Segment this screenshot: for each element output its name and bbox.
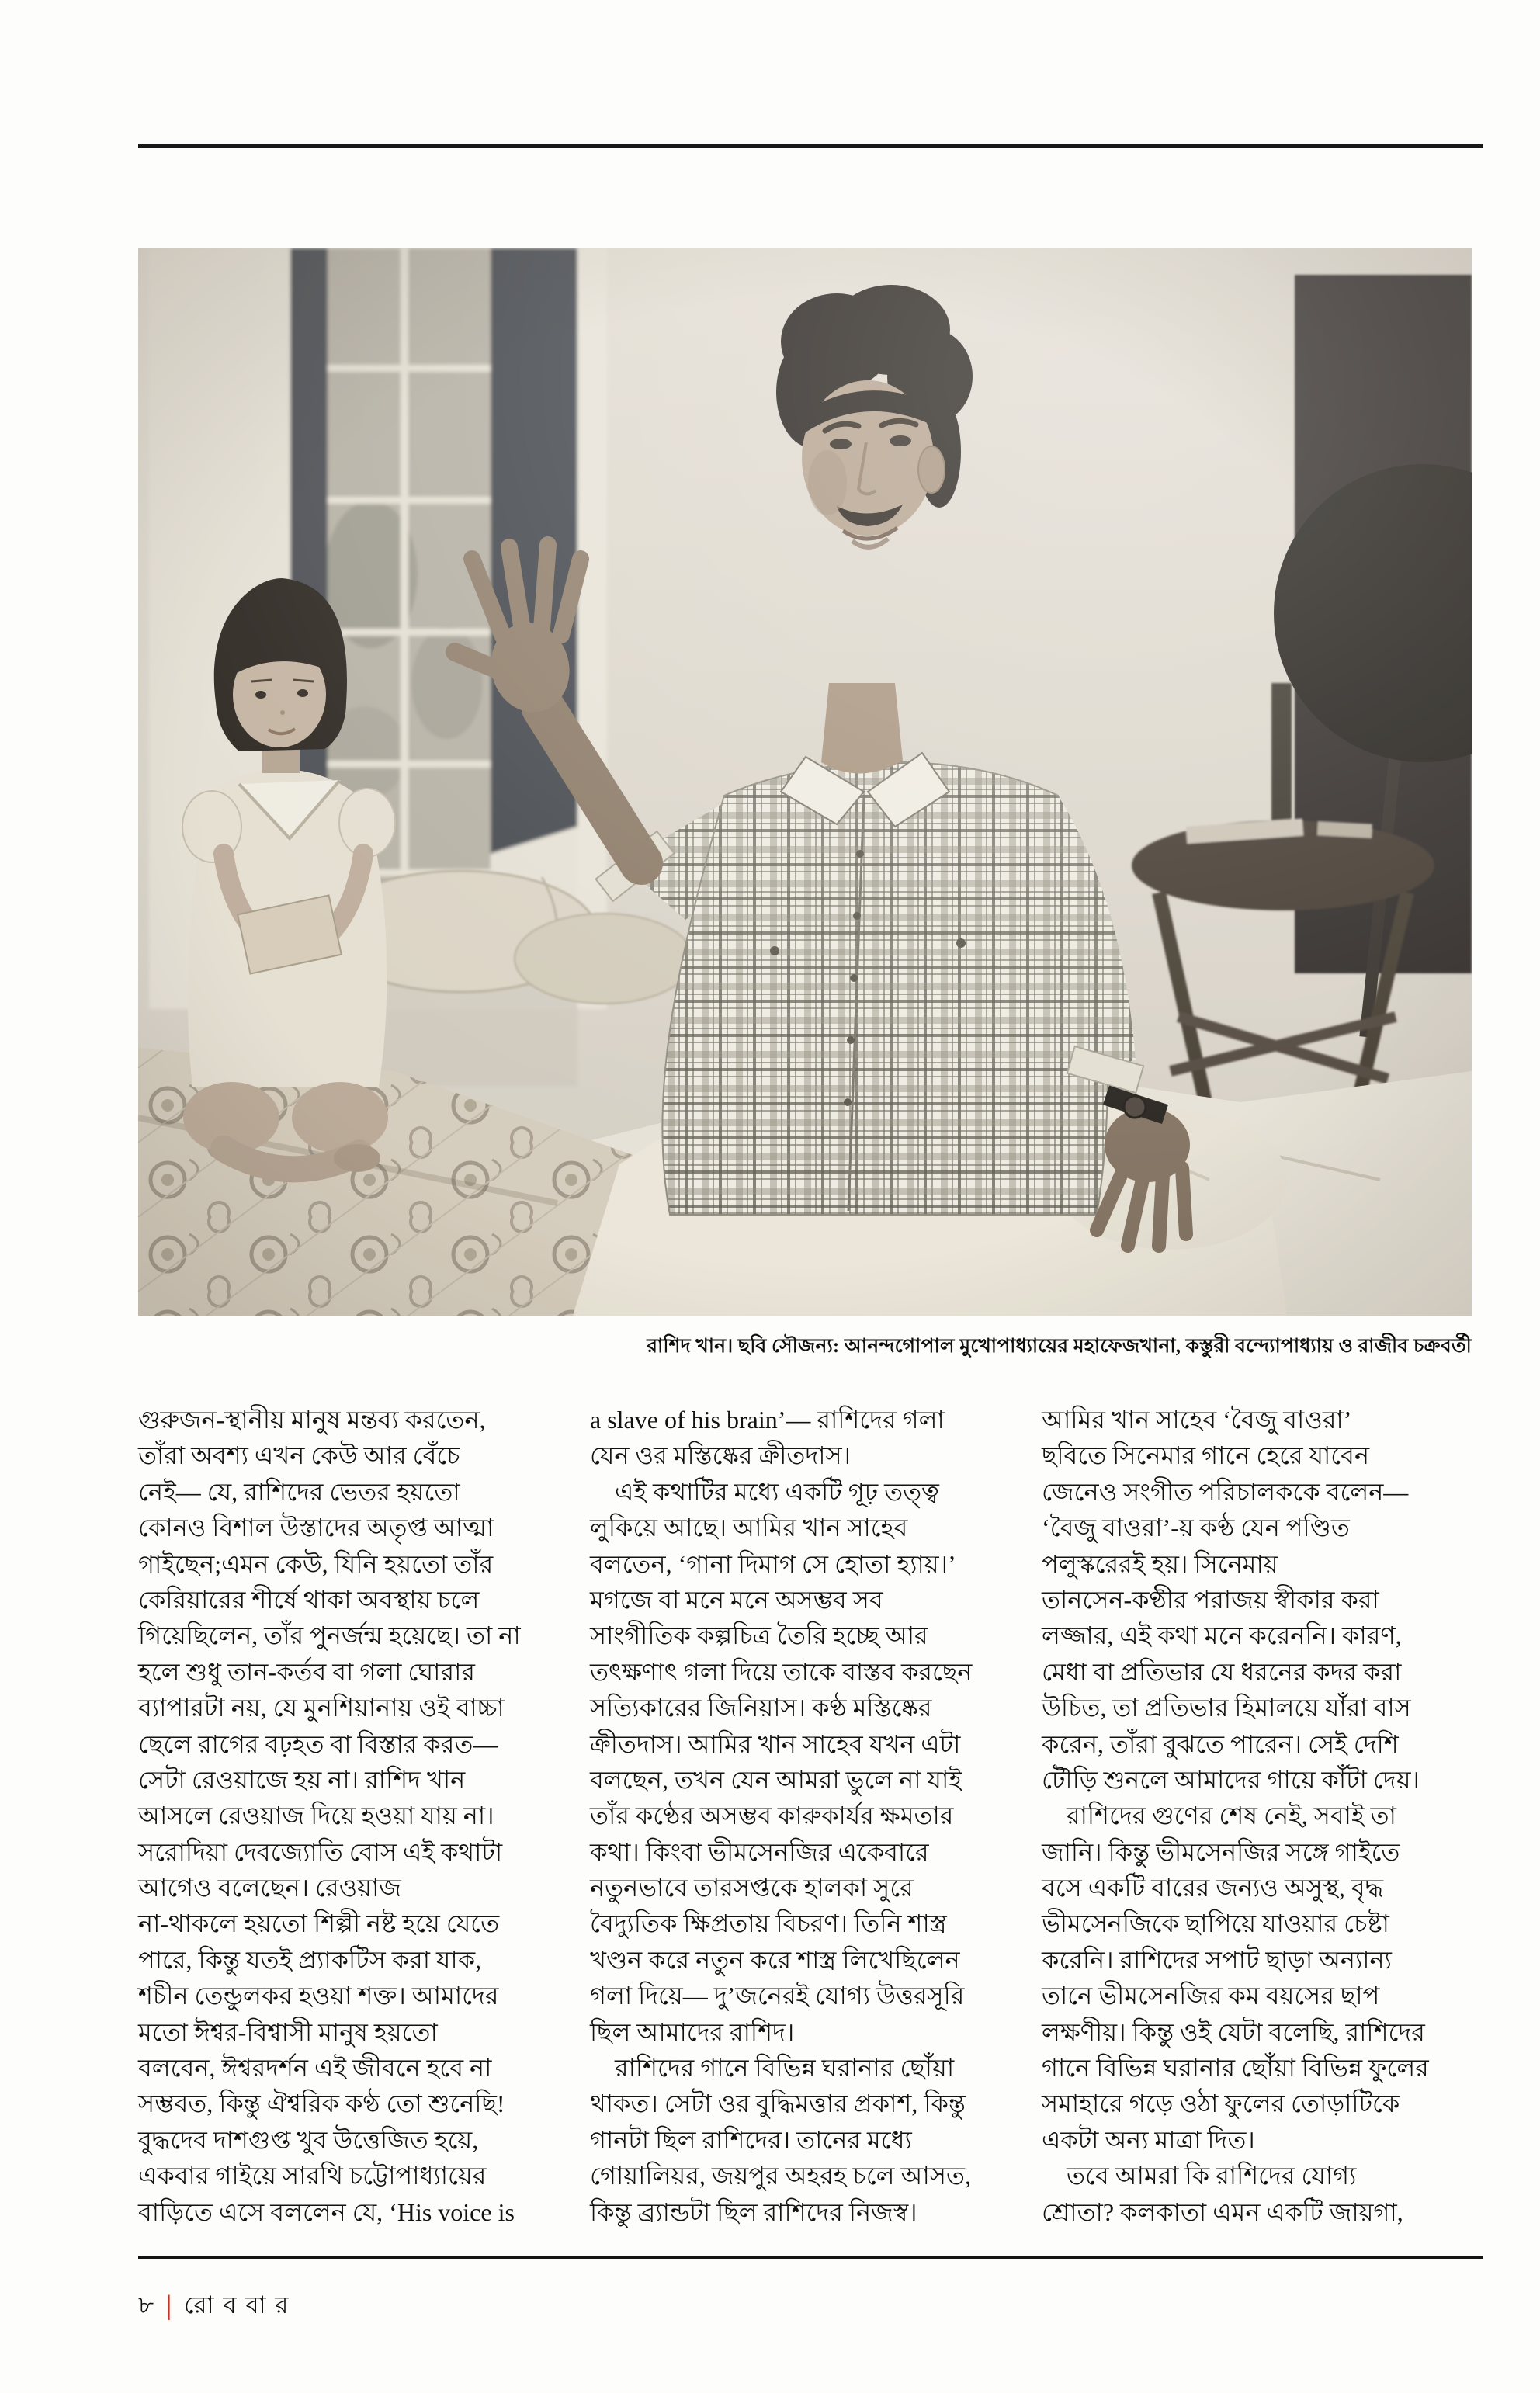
text-line: গিয়েছিলেন, তাঁর পুনর্জন্ম হয়েছে। তা না	[138, 1621, 521, 1650]
text-line: মেধা বা প্রতিভার যে ধরনের কদর করা	[1042, 1657, 1402, 1686]
text-column-3	[1042, 1402, 1442, 2230]
top-rule	[138, 144, 1483, 148]
text-line: গানটা ছিল রাশিদের। তানের মধ্যে	[590, 2125, 912, 2154]
text-column-1	[138, 1402, 539, 2230]
text-line: একটা অন্য মাত্রা দিত।	[1042, 2125, 1255, 2154]
text-line: না-থাকলে হয়তো শিল্পী নষ্ট হয়ে যেতে	[138, 1909, 500, 1938]
photo-sepia-overlay	[138, 248, 1472, 1316]
text-line: মতো ঈশ্বর-বিশ্বাসী মানুষ হয়তো	[138, 2017, 438, 2046]
text-line: সাংগীতিক কল্পচিত্র তৈরি হচ্ছে আর	[590, 1621, 928, 1650]
text-line: বাড়িতে এসে বললেন যে, ‘His voice is	[138, 2197, 515, 2226]
text-line: ছেলে রাগের বঢ়হত বা বিস্তার করত—	[138, 1729, 498, 1758]
text-line: তানে ভীমসেনজির কম বয়সের ছাপ	[1042, 1982, 1380, 2010]
text-line: তাঁরা অবশ্য এখন কেউ আর বেঁচে	[138, 1441, 460, 1470]
text-line: a slave of his brain’— রাশিদের গলা	[590, 1406, 945, 1434]
text-line: সমাহারে গড়ে ওঠা ফুলের তোড়াটিকে	[1042, 2090, 1400, 2118]
text-line: পারে, কিন্তু যতই প্র্যাকটিস করা যাক,	[138, 1945, 482, 1974]
text-line: থাকত। সেটা ওর বুদ্ধিমত্তার প্রকাশ, কিন্তু	[590, 2090, 966, 2118]
text-line: খণ্ডন করে নতুন করে শাস্ত্র লিখেছিলেন	[590, 1945, 960, 1974]
text-line: গলা দিয়ে— দু’জনেরই যোগ্য উত্তরসূরি	[590, 1982, 965, 2010]
text-line: ক্রীতদাস। আমির খান সাহেব যখন এটা	[590, 1729, 961, 1758]
text-line: জেনেও সংগীত পরিচালককে বলেন—	[1042, 1477, 1409, 1506]
text-line: তৎক্ষণাৎ গলা দিয়ে তাকে বাস্তব করছেন	[590, 1657, 973, 1686]
text-line: আগেও বলেছেন। রেওয়াজ	[138, 1874, 401, 1902]
text-line: ‘বৈজু বাওরা’-য় কণ্ঠ যেন পণ্ডিত	[1042, 1514, 1350, 1542]
text-line: বলছেন, তখন যেন আমরা ভুলে না যাই	[590, 1765, 962, 1794]
publication-name: রো ব বা র	[183, 2291, 290, 2318]
text-line: লুকিয়ে আছে। আমির খান সাহেব	[590, 1514, 908, 1542]
footer-separator: |	[166, 2289, 172, 2321]
text-line: উচিত, তা প্রতিভার হিমালয়ে যাঁরা বাস	[1042, 1694, 1411, 1722]
text-line: শচীন তেন্ডুলকর হওয়া শক্ত। আমাদের	[138, 1982, 499, 2010]
text-line: ছিল আমাদের রাশিদ।	[590, 2017, 795, 2046]
text-line: লজ্জার, এই কথা মনে করেননি। কারণ,	[1042, 1621, 1402, 1650]
text-line: রাশিদের গুণের শেষ নেই, সবাই তা	[1042, 1802, 1396, 1830]
text-line: কেরিয়ারের শীর্ষে থাকা অবস্থায় চলে	[138, 1585, 480, 1614]
text-line: কিন্তু ব্র্যান্ডটা ছিল রাশিদের নিজস্ব।	[590, 2197, 917, 2226]
text-line: ভীমসেনজিকে ছাপিয়ে যাওয়ার চেষ্টা	[1042, 1909, 1389, 1938]
text-line: তাঁর কণ্ঠের অসম্ভব কারুকার্যর ক্ষমতার	[590, 1802, 954, 1830]
text-line: ছবিতে সিনেমার গানে হেরে যাবেন	[1042, 1441, 1370, 1470]
photo-illustration	[138, 248, 1472, 1316]
text-line: তানসেন-কণ্ঠীর পরাজয় স্বীকার করা	[1042, 1585, 1379, 1614]
text-line: জানি। কিন্তু ভীমসেনজির সঙ্গে গাইতে	[1042, 1837, 1400, 1866]
text-line: গুরুজন-স্থানীয় মানুষ মন্তব্য করতেন,	[138, 1406, 486, 1434]
text-line: সম্ভবত, কিন্তু ঐশ্বরিক কণ্ঠ তো শুনেছি!	[138, 2090, 505, 2118]
text-line: রাশিদের গানে বিভিন্ন ঘরানার ছোঁয়া	[590, 2054, 955, 2083]
article-body	[138, 1402, 1442, 2230]
text-line: গোয়ালিয়র, জয়পুর অহরহ চলে আসত,	[590, 2162, 972, 2190]
text-line: লক্ষণীয়। কিন্তু ওই যেটা বলেছি, রাশিদের	[1042, 2017, 1425, 2046]
text-line: বৈদ্যুতিক ক্ষিপ্রতায় বিচরণ। তিনি শাস্ত্র	[590, 1909, 947, 1938]
photo-rashid-khan	[138, 248, 1472, 1316]
text-line: শ্রোতা? কলকাতা এমন একটি জায়গা,	[1042, 2197, 1403, 2226]
text-line: সত্যিকারের জিনিয়াস। কণ্ঠ মস্তিষ্কের	[590, 1694, 932, 1722]
text-line: ব্যাপারটা নয়, যে মুনশিয়ানায় ওই বাচ্চা	[138, 1694, 505, 1722]
text-line: যেন ওর মস্তিষ্কের ক্রীতদাস।	[590, 1441, 852, 1470]
page-footer	[138, 2287, 290, 2327]
text-line: কথা। কিংবা ভীমসেনজির একেবারে	[590, 1837, 929, 1866]
text-line: সেটা রেওয়াজে হয় না। রাশিদ খান	[138, 1765, 466, 1794]
text-line: নেই— যে, রাশিদের ভেতর হয়তো	[138, 1477, 460, 1506]
text-line: গাইছেন;এমন কেউ, যিনি হয়তো তাঁর	[138, 1549, 494, 1578]
footer-rule	[138, 2256, 1483, 2259]
text-column-2	[590, 1402, 990, 2230]
text-line: নতুনভাবে তারসপ্তকে হালকা সুরে	[590, 1874, 914, 1902]
text-line: টৌড়ি শুনলে আমাদের গায়ে কাঁটা দেয়।	[1042, 1765, 1420, 1794]
text-line: আমির খান সাহেব ‘বৈজু বাওরা’	[1042, 1406, 1352, 1434]
text-line: আসলে রেওয়াজ দিয়ে হওয়া যায় না।	[138, 1802, 494, 1830]
text-line: বুদ্ধদেব দাশগুপ্ত খুব উত্তেজিত হয়ে,	[138, 2125, 479, 2154]
text-line: হলে শুধু তান-কর্তব বা গলা ঘোরার	[138, 1657, 475, 1686]
text-line: কোনও বিশাল উস্তাদের অতৃপ্ত আত্মা	[138, 1514, 494, 1542]
text-line: গানে বিভিন্ন ঘরানার ছোঁয়া বিভিন্ন ফুলের	[1042, 2054, 1429, 2083]
text-line: করেনি। রাশিদের সপাট ছাড়া অন্যান্য	[1042, 1945, 1392, 1974]
text-line: বসে একটি বারের জন্যও অসুস্থ, বৃদ্ধ	[1042, 1874, 1384, 1902]
text-line: একবার গাইয়ে সারথি চট্টোপাধ্যায়ের	[138, 2162, 487, 2190]
text-line: বলবেন, ঈশ্বরদর্শন এই জীবনে হবে না	[138, 2054, 492, 2083]
text-line: করেন, তাঁরা বুঝতে পারেন। সেই দেশি	[1042, 1729, 1399, 1758]
text-line: মগজে বা মনে মনে অসম্ভব সব	[590, 1585, 883, 1614]
page-number: ৮	[138, 2291, 154, 2318]
text-line: বলতেন, ‘গানা দিমাগ সে হোতা হ্যায়।’	[590, 1549, 956, 1578]
text-line: সরোদিয়া দেবজ্যোতি বোস এই কথাটা	[138, 1837, 503, 1866]
text-line: তবে আমরা কি রাশিদের যোগ্য	[1042, 2162, 1357, 2190]
photo-caption: রাশিদ খান। ছবি সৌজন্য: আনন্দগোপাল মুখোপাধ্যায়ের মহাফেজখানা, কস্তুরী বন্দ্যোপাধ্যায় ও রাজীব চক্রবর্তী	[647, 1336, 1472, 1357]
text-line: এই কথাটির মধ্যে একটি গূঢ় তত্ত্ব	[590, 1477, 939, 1506]
text-line: পলুস্করেরই হয়। সিনেমায়	[1042, 1549, 1278, 1578]
